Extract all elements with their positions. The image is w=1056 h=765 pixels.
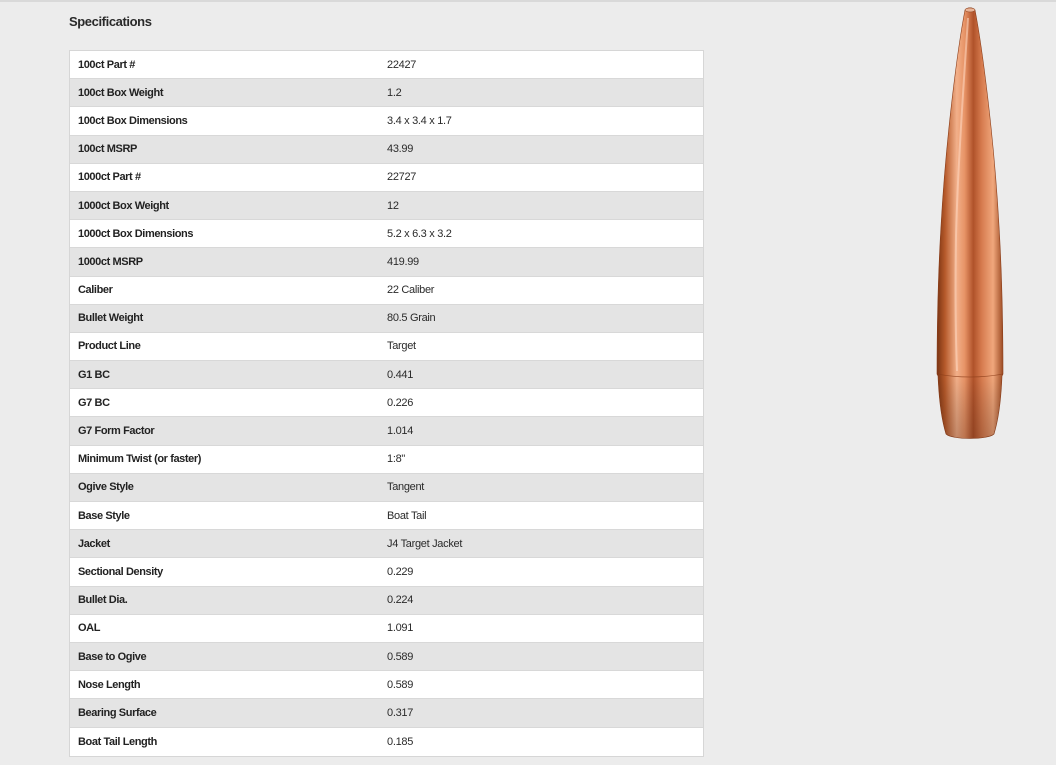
spec-row (70, 502, 703, 530)
spec-row (70, 530, 703, 558)
top-divider (0, 0, 1056, 2)
bullet-icon (918, 6, 1022, 446)
spec-row (70, 389, 703, 417)
spec-label: Caliber (78, 284, 113, 297)
spec-row (70, 671, 703, 699)
spec-value: 0.589 (387, 678, 414, 691)
spec-label: OAL (78, 622, 101, 635)
spec-row (70, 417, 703, 445)
spec-value: 0.229 (387, 565, 414, 578)
spec-value: 1.014 (387, 425, 414, 438)
spec-row (70, 164, 703, 192)
spec-row (70, 474, 703, 502)
spec-value: 0.226 (387, 396, 414, 409)
spec-label: Minimum Twist (or faster) (78, 453, 202, 466)
spec-label: G1 BC (78, 368, 110, 381)
spec-label: Jacket (78, 537, 110, 550)
spec-label: 100ct Box Dimensions (78, 114, 188, 127)
spec-row (70, 79, 703, 107)
spec-row (70, 643, 703, 671)
spec-value: 1:8" (387, 453, 405, 466)
spec-value: J4 Target Jacket (387, 537, 463, 550)
spec-row (70, 587, 703, 615)
spec-row (70, 305, 703, 333)
spec-value: 0.224 (387, 594, 414, 607)
spec-row (70, 728, 703, 756)
spec-row (70, 699, 703, 727)
spec-label: 1000ct MSRP (78, 255, 143, 268)
spec-row (70, 277, 703, 305)
spec-row (70, 220, 703, 248)
spec-row (70, 333, 703, 361)
spec-row (70, 615, 703, 643)
specifications-heading: Specifications (69, 14, 152, 29)
spec-value: 80.5 Grain (387, 312, 436, 325)
spec-label: 1000ct Part # (78, 171, 141, 184)
spec-label: Product Line (78, 340, 141, 353)
spec-value: 0.317 (387, 706, 414, 719)
spec-value: Boat Tail (387, 509, 427, 522)
spec-value: 1.091 (387, 622, 414, 635)
spec-value: 43.99 (387, 143, 414, 156)
spec-value: 0.589 (387, 650, 414, 663)
spec-value: 22727 (387, 171, 417, 184)
spec-label: Bullet Dia. (78, 594, 128, 607)
spec-label: Sectional Density (78, 565, 163, 578)
spec-label: Ogive Style (78, 481, 134, 494)
spec-row (70, 192, 703, 220)
spec-label: 1000ct Box Weight (78, 199, 169, 212)
spec-label: 100ct Part # (78, 58, 135, 71)
spec-label: Bearing Surface (78, 706, 157, 719)
spec-label: Base Style (78, 509, 130, 522)
spec-row (70, 107, 703, 135)
spec-value: 419.99 (387, 255, 419, 268)
spec-row (70, 558, 703, 586)
spec-row (70, 446, 703, 474)
spec-label: Base to Ogive (78, 650, 147, 663)
spec-label: G7 BC (78, 396, 110, 409)
bullet-product-image (918, 6, 1022, 446)
spec-row (70, 136, 703, 164)
spec-value: 22 Caliber (387, 284, 435, 297)
spec-value: 3.4 x 3.4 x 1.7 (387, 114, 452, 127)
spec-value: Tangent (387, 481, 425, 494)
spec-value: 1.2 (387, 86, 402, 99)
spec-label: Nose Length (78, 678, 141, 691)
spec-value: 0.441 (387, 368, 414, 381)
spec-row (70, 361, 703, 389)
spec-value: Target (387, 340, 416, 353)
spec-value: 12 (387, 199, 399, 212)
spec-value: 0.185 (387, 735, 414, 748)
spec-label: 100ct Box Weight (78, 86, 164, 99)
spec-label: G7 Form Factor (78, 425, 155, 438)
spec-label: 1000ct Box Dimensions (78, 227, 194, 240)
specifications-table (69, 50, 704, 757)
spec-row (70, 248, 703, 276)
spec-label: 100ct MSRP (78, 143, 137, 156)
spec-label: Boat Tail Length (78, 735, 157, 748)
spec-value: 5.2 x 6.3 x 3.2 (387, 227, 452, 240)
spec-label: Bullet Weight (78, 312, 143, 325)
spec-value: 22427 (387, 58, 417, 71)
spec-row (70, 51, 703, 79)
